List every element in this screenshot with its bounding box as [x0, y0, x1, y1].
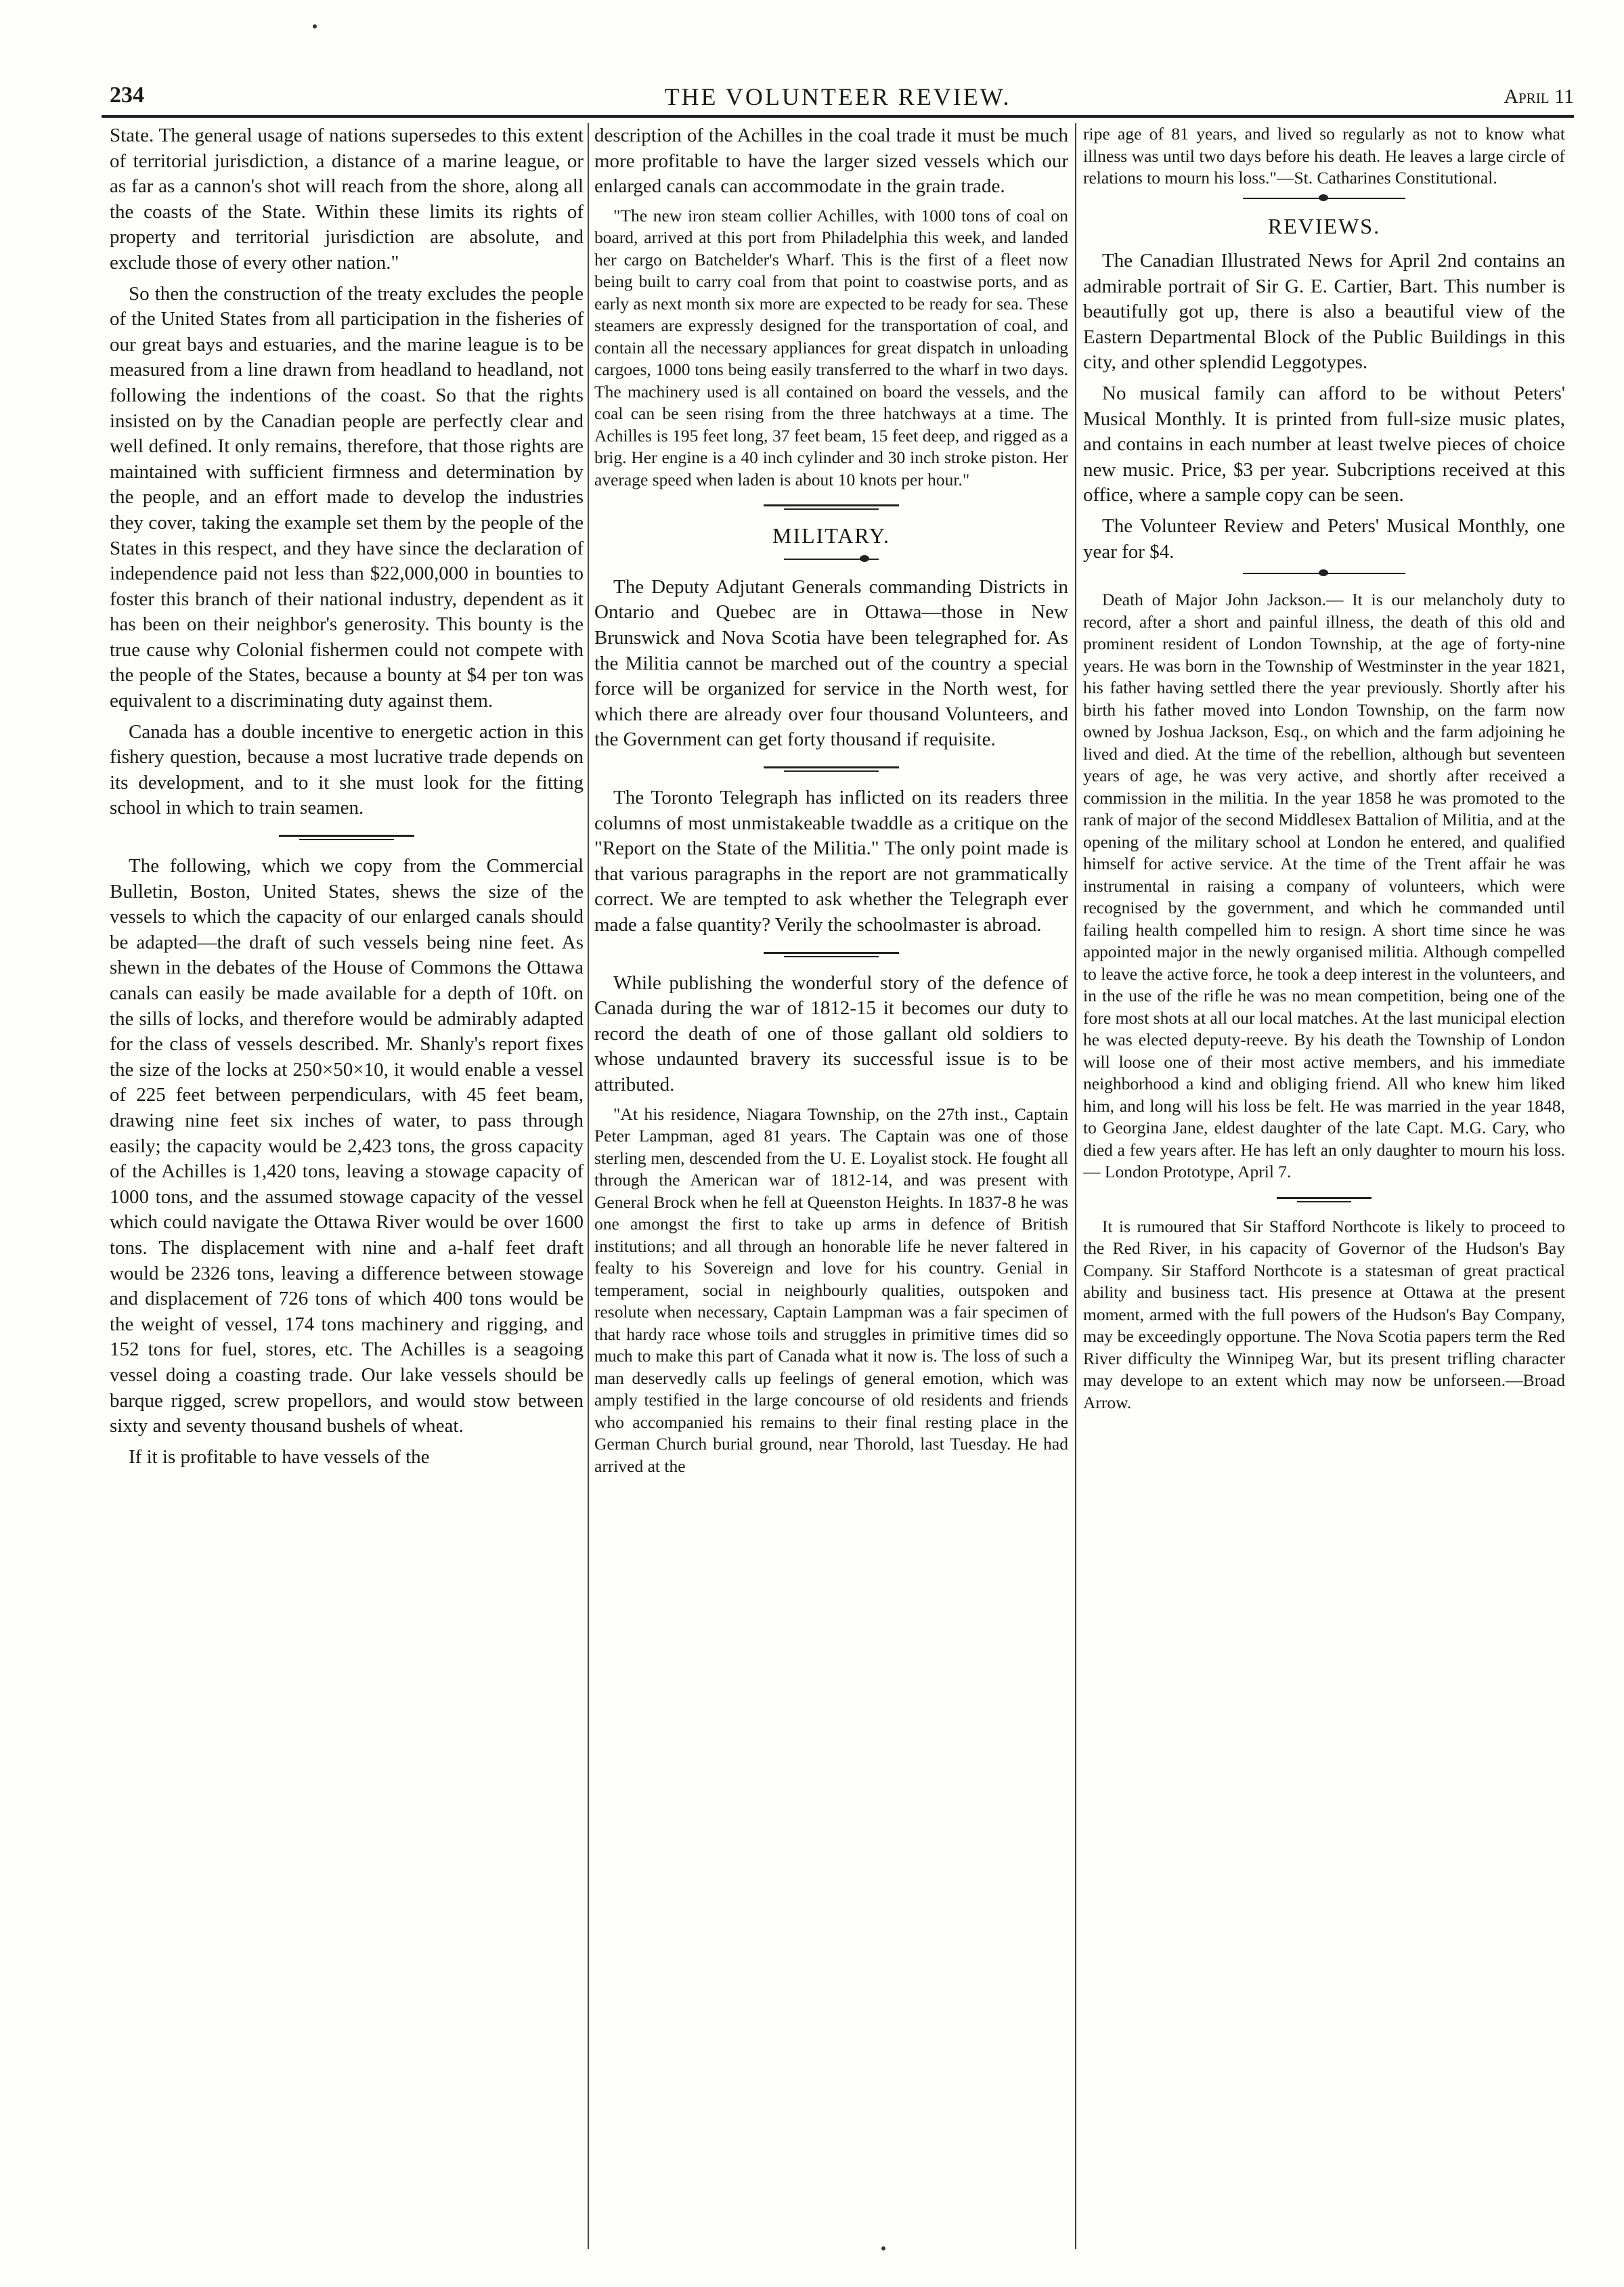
article-paragraph: description of the Achilles in the coal trade it must be much more profitable to have the larger sized vessels which our enlarged canals can accommodate in the grain trade. [594, 125, 1068, 198]
article-paragraph: While publishing the wonderful story of the defence of Canada during the war of 1812-15 it becomes our duty to record the death of one of those gallant old soldiers to whose undaunted bravery its successful issue is to be attributed. [594, 972, 1068, 1095]
section-separator [764, 951, 899, 959]
article-paragraph: So then the construction of the treaty excludes the people of the United States from all participation in the fisheries of our great bays and estuaries, and the marine league is to be measured from a line drawn from headland to headland, not following the indentions of the coast. So that the rights insisted on by the Canadian people are perfectly clear and well defined. It only remains, therefore, that those rights are maintained with sufficient firmness and determination by the people, and an effort made to develop the industries they cover, taking the example set them by the people of the States in this respect, and they have since the declaration of independence paid not less than $22,000,000 in bounties to foster this branch of their national industry, dependent as it has been on their neighbor's generosity. This bounty is the true cause why Colonial fishermen could not compete with the people of the States, because a bounty at $4 per ton was equivalent to a discriminating duty against them. [110, 282, 584, 712]
section-separator [1243, 198, 1405, 206]
article-paragraph: The Volunteer Review and Peters' Musical Monthly, one year for $4. [1083, 515, 1565, 563]
quoted-obituary: "At his residence, Niagara Township, on the 27th inst., Captain Peter Lampman, aged 81 years. The Captain was one of those sterling men, descended from the U. E. Loyalist stock. He fought all through the American war of 1812-14, and was present with General Brock when he fell at Queenston Heights. In 1837-8 he was one amongst the first to take up arms in defence of British institutions; and all through an honorable life he never faltered in fealty to his Sovereign and love for his country. Genial in temperament, social in neighbourly qualities, outspoken and resolute when necessary, Captain Lampman was a fair specimen of that hardy race whose toils and struggles in primitive times did so much to make this part of Canada what it now is. The loss of such a man deservedly calls up feelings of general emotion, which was amply testified in the large concourse of old residents and friends who accompanied his remains to their final resting place in the German Church burial ground, near Thorold, last Tuesday. He had arrived at the [594, 1104, 1068, 1476]
column-rule [588, 123, 589, 2249]
page-number: 234 [110, 83, 144, 108]
article-paragraph: The Deputy Adjutant Generals commanding Districts in Ontario and Quebec are in Ottawa—those in New Brunswick and Nova Scotia have been telegraphed for. As the Militia cannot be marched out of the country a special force will be organized for service in the North west, for which there are already over four thousand Volunteers, and the Government can get forty thousand if requisite. [594, 575, 1068, 751]
masthead [102, 80, 1574, 118]
article-paragraph: ripe age of 81 years, and lived so regularly as not to know what illness was until two days before his death. He leaves a large circle of relations to mourn his loss."—St. Catharines Constitutional. [1083, 124, 1565, 188]
article-paragraph: Canada has a double incentive to energetic action in this fishery question, because a most lucrative trade depends on its development, and to it she must look for the fitting school in which to train seamen. [110, 720, 584, 819]
article-paragraph: State. The general usage of nations supersedes to this extent of territorial jurisdiction, a distance of a marine league, or as far as a cannon's shot will reach from the shore, along all the coasts of the State. Within these limits its rights of property and territorial jurisdiction are absolute, and exclude those of every other nation." [110, 125, 584, 274]
article-paragraph: The Toronto Telegraph has inflicted on its readers three columns of most unmistakeable twaddle as a critique on the "Report on the State of the Militia." The only point made is that various paragraphs in the report are not grammatically correct. We are tempted to ask whether the Telegraph ever made a false quantity? Verily the schoolmaster is abroad. [594, 787, 1068, 936]
print-speck [881, 2246, 885, 2250]
section-separator [1243, 573, 1405, 581]
column-2 [594, 123, 1068, 2249]
article-paragraph: It is rumoured that Sir Stafford Northcote is likely to proceed to the Red River, in his capacity of Governor of the Hudson's Bay Company. Sir Stafford Northcote is a statesman of great practical ability and business tact. His presence at Ottawa at the present moment, armed with the full powers of the Hudson's Bay Company, may be exceedingly opportune. The Nova Scotia papers term the Red River difficulty the Winnipeg War, but its present trifling character may develope to an extent which may now be unforseen.—Broad Arrow. [1083, 1216, 1565, 1412]
section-separator [764, 765, 899, 773]
section-separator [279, 833, 414, 842]
column-3 [1083, 123, 1565, 2249]
article-paragraph: The Canadian Illustrated News for April 2nd contains an admirable portrait of Sir G. E. Cartier, Bart. This number is beautifully got up, there is also a beautiful view of the Eastern Departmental Block of the Public Buildings in this city, and other splendid Leggotypes. [1083, 250, 1565, 374]
article-paragraph: No musical family can afford to be without Peters' Musical Monthly. It is printed from full-size music plates, and contains in each number at least twelve pieces of choice new music. Price, $3 per year. Subcriptions received at this office, where a sample copy can be seen. [1083, 383, 1565, 506]
heading-rule [784, 559, 879, 567]
article-paragraph: The following, which we copy from the Commercial Bulletin, Boston, United States, shews the size of the vessels to which the capacity of our enlarged canals should be adapted—the draft of such vessels being nine feet. As shewn in the debates of the House of Commons the Ottawa canals can easily be made available for a depth of 10ft. on the sills of locks, and therefore would be admirably adapted for the class of vessels described. Mr. Shanly's report fixes the size of the locks at 250×50×10, it would enable a vessel of 225 feet between perpendiculars, with 45 feet beam, drawing nine feet six inches of water, to pass through easily; the capacity would be 2,423 tons, the gross capacity of the Achilles is 1,420 tons, leaving a stowage capacity of 1000 tons, and the assumed stowage capacity of the vessel which could navigate the Ottawa River would be over 1600 tons. The displacement with nine and a-half feet draft would be 2326 tons, leaving a difference between stowage and displacement of 726 tons of which 400 tons would be the weight of vessel, 174 tons machinery and rigging, and 152 tons for fuel, stores, etc. The Achilles is a seagoing vessel doing a coasting trade. Our lake vessels should be barque rigged, screw propellors, and would stow between sixty and seventy thousand bushels of wheat. [110, 855, 584, 1437]
quoted-article: "The new iron steam collier Achilles, with 1000 tons of coal on board, arrived at this port from Philadelphia this week, and landed her cargo on Batchelder's Wharf. This is the first of a fleet now being built to carry coal from that point to coastwise ports, and as early as next month six more are expected to be ready for sea. These steamers are expressly designed for the transportation of coal, and contain all the necessary appliances for great dispatch in unloading cargoes, 1000 tons being easily transferred to the wharf in two days. The machinery used is all contained on board the vessels, and the coal can be seen rising from the three hatchways at a time. The Achilles is 195 feet long, 37 feet beam, 15 feet deep, and rigged as a brig. Her engine is a 40 inch cylinder and 30 inch stroke piston. Her average speed when laden is about 10 knots per hour." [594, 205, 1068, 489]
section-separator [764, 503, 899, 511]
section-separator [1277, 1196, 1371, 1204]
print-speck [313, 24, 317, 28]
section-heading-reviews: REVIEWS. [1267, 213, 1381, 238]
obituary-paragraph: Death of Major John Jackson.— It is our melancholy duty to record, after a short and painful illness, the death of this old and prominent resident of London Township, at the age of forty-nine years. He was born in the Township of Westminster in the year 1821, his father having settled there the year previously. Shortly after his birth his father moved into London Township, on the farm now owned by Joshua Jackson, Esq., on which and the farm adjoining he lived and died. At the time of the rebellion, although but seventeen years of age, he was very active, and shortly after received a commission in the militia. In the year 1858 he was promoted to the rank of major of the second Middlesex Battalion of Militia, and at the opening of the military school at London he entered, and qualified himself for active service. At the time of the Trent affair he was instrumental in raising a company of volunteers, which were recognised by the government, and which he commanded until failing health compelled him to resign. A short time since he was appointed major in the newly organised militia. Although compelled to leave the active force, he took a deep interest in the volunteers, and in the use of the rifle he was no mean competition, being one of the fore most shots at all our local matches. At the last municipal election he was elected deputy-reeve. By his death the Township of London will loose one of their most active members, and his immediate neighborhood a kind and obliging friend. All who knew him liked him, and long will his loss be felt. He was married in the year 1848, to Georgina Jane, eldest daughter of the late Capt. M.G. Cary, who died a few years after. He has left an only daughter to mourn his loss.— London Prototype, April 7. [1083, 590, 1565, 1182]
issue-date: April 11 [1504, 85, 1574, 108]
section-heading-military: MILITARY. [772, 523, 890, 548]
article-paragraph: If it is profitable to have vessels of the [129, 1445, 430, 1468]
publication-title: THE VOLUNTEER REVIEW. [664, 83, 1011, 110]
column-1 [110, 123, 584, 2249]
column-rule [1075, 123, 1076, 2249]
